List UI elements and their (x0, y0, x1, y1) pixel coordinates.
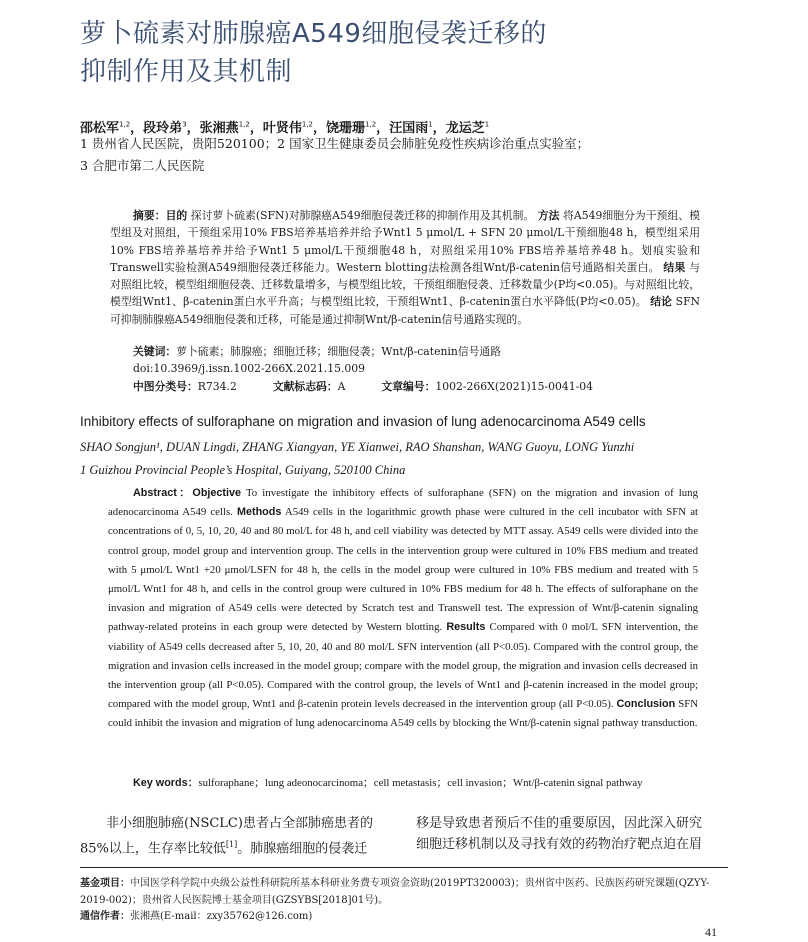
keywords-label: 关键词： (133, 345, 177, 358)
correspondence-footnote (80, 908, 730, 925)
abstract-conclusion: SFN可抑制肺腺癌A549细胞侵袭和迁移，可能是通过抑制Wnt/β-catenin信号通路实现的。 (110, 295, 701, 326)
en-results: Compared with 0 mol/L SFN intervention, the viability of A549 cells decreased after 5, 10, 20, 40 and 80 mol/L SFN intervention (all P<0.05). Compared with the control group, the migration and invasion cells increased in the model group; compare with the model group, the migration and invasion cells decreased in the intervention group (all P<0.05). Compared with the control group, the levels of Wnt1 and β-catenin increased in the model group; compared with the model group, Wnt1 and β-catenin protein levels decreased in the intervention group (all P<0.05). (108, 621, 698, 711)
en-methods-label: Methods (236, 506, 282, 519)
affiliation-line2: 3 合肥市第二人民医院 (80, 158, 205, 173)
body-left-line2 (80, 834, 390, 859)
abstract-purpose-label: 摘要：目的 (133, 209, 188, 222)
body-left-column (80, 813, 390, 859)
correspondence-label: 通信作者： (80, 911, 130, 922)
author-affiliation-sup: 1,2 (365, 120, 377, 129)
doi: doi:10.3969/j.issn.1002-266X.2021.15.009 (133, 362, 366, 375)
en-objective-label: Abstract：Objective (133, 487, 242, 499)
abstract-result: 与对照组比较，模型组细胞侵袭、迁移数量增多，与模型组比较，干预组细胞侵袭、迁移数量少(P均<0.05)。与对照组比较，模型组Wnt1、β-catenin蛋白水平升高；与模型组比较，干预组Wnt1、β-catenin蛋白水平降低(P均<0.05)。 (110, 260, 701, 309)
clc-label: 中图分类号： (133, 380, 198, 393)
author-affiliation-sup: 1,2 (119, 120, 131, 129)
author-list: 邵松军$^{1,2}$，段玲弟$^3$，张湘燕$^{1,2}$，叶贤伟$^{1,2}$，饶珊珊$^{1,2}$，汪国雨$^1$，龙运芝$^1$ (80, 120, 490, 136)
author-name: 汪国雨 (389, 121, 429, 136)
doc-code-label: 文献标志码： (272, 380, 338, 393)
classification-line (133, 378, 593, 395)
funding-label: 基金项目： (80, 878, 130, 889)
author-name: 邵松军 (80, 121, 120, 136)
author-affiliation-sup: 3 (182, 120, 187, 129)
en-keywords-label: Key words： (133, 777, 199, 789)
article-title-line2: 抑制作用及其机制 (80, 57, 293, 87)
body-left-line2a: 85%以上，生存率比较低 (80, 841, 226, 857)
keywords-text: 萝卜硫素；肺腺癌；细胞迁移；细胞侵袭；Wnt/β-catenin信号通路 (176, 345, 502, 358)
affiliation-line1: 1 贵州省人民医院，贵阳520100；2 国家卫生健康委员会肺脏免疫性疾病诊治重点实验室； (80, 136, 590, 151)
body-right-line1: 移是导致患者预后不佳的重要原因，因此深入研究 (416, 816, 703, 831)
article-number-value: 1002-266X(2021)15-0041-04 (435, 380, 593, 393)
article-number-label: 文章编号： (381, 380, 436, 393)
body-right-line2: 细胞迁移机制以及寻找有效的药物治疗靶点迫在眉 (416, 837, 703, 852)
author-name: 叶贤伟 (262, 121, 302, 136)
chinese-keywords (133, 343, 501, 360)
author-affiliation-sup: 1,2 (238, 120, 250, 129)
footnote-divider (80, 867, 728, 868)
correspondence-text: 张湘燕(E-mail：zxy35762@126.com) (130, 911, 313, 922)
author-name: 龙运芝 (445, 121, 485, 136)
chinese-abstract (110, 207, 700, 328)
english-abstract (108, 484, 698, 734)
clc-value: R734.2 (197, 380, 237, 393)
english-title: Inhibitory effects of sulforaphane on migration and invasion of lung adenocarcinoma A549 cells (80, 414, 646, 429)
author-name: 饶珊珊 (326, 121, 366, 136)
body-left-line1: 非小细胞肺癌(NSCLC)患者占全部肺癌患者的 (106, 816, 373, 831)
en-conclusion-label: Conclusion (616, 698, 676, 711)
en-conclusion: SFN could inhibit the invasion and migration of lung adenocarcinoma A549 cells by blocking the Wnt/β-catenin signal pathway transduction. (108, 698, 699, 730)
author-name: 张湘燕 (199, 121, 239, 136)
en-results-label: Results (446, 621, 486, 634)
author-affiliation-sup: 1,2 (301, 120, 313, 129)
body-left-line2b: 。肺腺癌细胞的侵袭迁 (237, 841, 368, 857)
en-methods: A549 cells in the logarithmic growth phase were cultured in the cell incubator with SFN at concentrations of 0, 5, 10, 20, 40 and 80 mol/L for 48 h, and cell viability was detected by MTT assay. A549 cells were divided into the control group, model group and intervention group. The cells in the intervention group were cultured in 10% FBS medium and treated with 5 μmol/L Wnt1 +20 μmol/LSFN for 48 h, the cells in the model group were cultured in 10% FBS medium and treated with 5 μmol/L Wnt1 for 48 h, and cells in the control group were cultured in 10% FBS medium for 48 h. The effects of sulforaphane on the invasion and migration of A549 cells were detected by Scratch test and Transwell test. The expression of Wnt/β-catenin signaling pathway-related proteins in each group were detected by Western blotting. (108, 506, 699, 634)
en-objective: To investigate the inhibitory effects of sulforaphane (SFN) on the migration and invasion of lung adenocarcinoma A549 cells. (108, 487, 698, 519)
author-affiliation-sup: 1 (428, 120, 433, 129)
funding-text: 中国医学科学院中央级公益性科研院所基本科研业务费专项资金资助(2019PT320003)；贵州省中医药、民族医药研究课题(QZYY-2019-002)；贵州省人民医院博士基金项目(GZSYBS[2018]01号)。 (80, 878, 710, 906)
english-authors: SHAO Songjun¹, DUAN Lingdi, ZHANG Xiangyan, YE Xianwei, RAO Shanshan, WANG Guoyu, LONG Yunzhi (80, 440, 635, 454)
citation-ref[interactable]: [1] (225, 840, 238, 849)
author-name: 段玲弟 (143, 121, 183, 136)
abstract-purpose: 探讨萝卜硫素(SFN)对肺腺癌A549细胞侵袭迁移的抑制作用及其机制。 (190, 209, 535, 222)
abstract-conclusion-label: 结论 (650, 295, 673, 309)
english-affiliation: 1 Guizhou Provincial People’s Hospital, Guiyang, 520100 China (80, 463, 406, 477)
en-keywords-text: sulforaphane；lung adeonocarcinoma；cell metastasis；cell invasion；Wnt/β-catenin signal pathway (198, 777, 643, 789)
english-keywords (133, 775, 643, 790)
page-number: 41 (705, 925, 717, 939)
funding-footnote (80, 875, 730, 909)
body-right-column (416, 813, 726, 855)
abstract-method: 将A549细胞分为干预组、模型组及对照组，干预组采用10% FBS培养基培养并给予Wnt1 5 μmol/L + SFN 20 μmol/L干预细胞48 h，模型组采用10% FBS培养基培养并给予Wnt1 5 μmol/L干预细胞48 h，对照组采用10% FBS培养基培养48 h。划痕实验和Transwell实验检测A549细胞侵袭迁移能力。Western blotting法检测各组Wnt/β-catenin信号通路相关蛋白。 (110, 209, 701, 274)
author-affiliation-sup: 1 (484, 120, 490, 129)
article-title-line1: 萝卜硫素对肺腺癌A549细胞侵袭迁移的 (80, 19, 547, 49)
doc-code-value: A (337, 380, 346, 393)
abstract-method-label: 方法 (537, 209, 560, 222)
abstract-result-label: 结果 (663, 260, 686, 274)
